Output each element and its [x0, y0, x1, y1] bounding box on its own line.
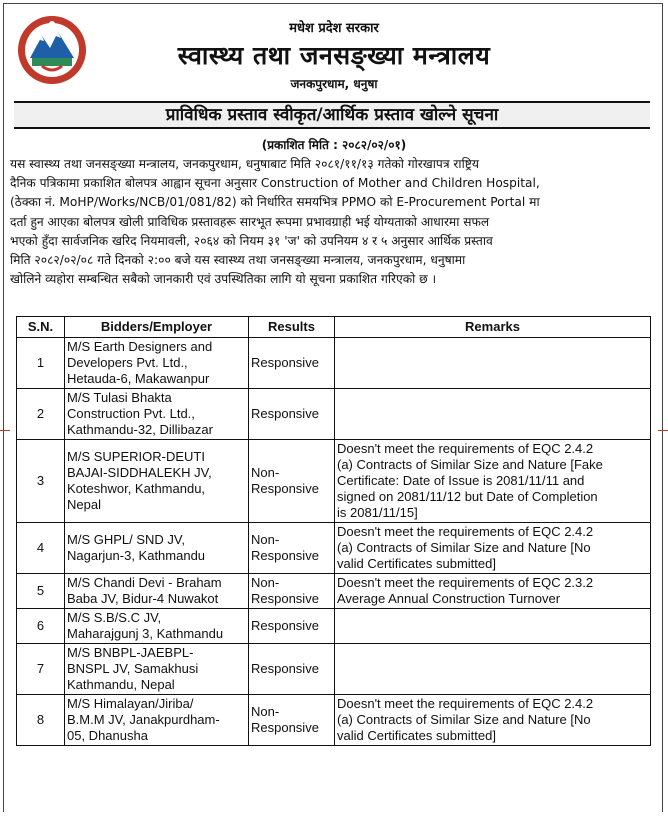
table-row	[17, 644, 651, 695]
bid-results-table	[16, 316, 651, 746]
cell-result-line: Non-	[251, 465, 280, 480]
cell-remarks	[335, 644, 651, 695]
cell-result	[249, 440, 335, 523]
ministry-location: जनकपुरधाम, धनुषा	[290, 77, 378, 91]
body-line: दर्ता हुन आएका बोलपत्र खोली प्राविधिक प्रस्तावहरू सारभूत रूपमा प्रभावग्राही भई योग्यताको आधारमा सफल	[10, 214, 490, 229]
cell-remarks-line: (a) Contracts of Similar Size and Nature [Fake	[337, 457, 603, 472]
header-remarks: Remarks	[335, 317, 651, 338]
cell-sn: 6	[17, 609, 65, 644]
table-header-row	[17, 317, 651, 338]
cell-bidder-line: Kathmandu, Nepal	[67, 677, 175, 692]
cell-bidder-line: Maharajgunj 3, Kathmandu	[67, 626, 224, 641]
cell-remarks	[335, 574, 651, 609]
cell-remarks-line: (a) Contracts of Similar Size and Nature [No	[337, 540, 591, 555]
cell-sn: 4	[17, 523, 65, 574]
cell-result	[249, 574, 335, 609]
cell-result-line: Non-	[251, 575, 280, 590]
cell-result-line: Responsive	[251, 720, 319, 735]
table-row	[17, 440, 651, 523]
cell-bidder-line: Koteshwor, Kathmandu,	[67, 481, 206, 496]
cell-result	[249, 338, 335, 389]
body-line: भएको हुँदा सार्वजनिक खरिद नियमावली, २०६४ को नियम ३१ 'ज' को उपनियम ४ र ५ अनुसार आर्थिक प्रस्ताव	[10, 233, 493, 248]
cell-remarks-line: (a) Contracts of Similar Size and Nature [No	[337, 712, 591, 727]
cell-remarks	[335, 695, 651, 746]
cell-remarks-line: Certificate: Date of Issue is 2081/11/11 and	[337, 473, 585, 488]
table-row	[17, 574, 651, 609]
cell-bidder-line: M/S Tulasi Bhakta	[67, 390, 172, 405]
table-row	[17, 389, 651, 440]
published-date: (प्रकाशित मिति : २०८२/०२/०१)	[261, 138, 407, 152]
cell-remarks-line: valid Certificates submitted]	[337, 728, 496, 743]
cell-remarks-line: signed on 2081/11/12 but Date of Completion	[337, 489, 598, 504]
cell-bidder-line: M/S S.B/S.C JV,	[67, 610, 162, 625]
table-row	[17, 695, 651, 746]
cell-remarks	[335, 440, 651, 523]
cell-remarks-line: Doesn't meet the requirements of EQC 2.3.2	[337, 575, 594, 590]
cell-bidder	[65, 389, 249, 440]
body-line: खोलिने व्यहोरा सम्बन्धित सबैको जानकारी एवं उपस्थितिका लागि यो सूचना प्रकाशित गरिएको छ ।	[10, 272, 437, 287]
cell-bidder-line: Nepal	[67, 497, 101, 512]
cell-sn: 3	[17, 440, 65, 523]
cell-bidder-line: M/S Chandi Devi - Braham	[67, 575, 222, 590]
cell-bidder	[65, 338, 249, 389]
cell-bidder-line: M/S BNBPL-JAEBPL-	[67, 645, 194, 660]
cell-bidder-line: B.M.M JV, Janakpurdham-	[67, 712, 220, 727]
cell-sn: 5	[17, 574, 65, 609]
cell-bidder-line: M/S GHPL/ SND JV,	[67, 532, 185, 547]
province-government: मधेश प्रदेश सरकार	[289, 21, 379, 36]
cell-result	[249, 695, 335, 746]
cell-result-line: Responsive	[251, 548, 319, 563]
notice-body	[10, 155, 654, 289]
cell-remarks-line: Average Annual Construction Turnover	[337, 591, 561, 606]
cell-remarks	[335, 523, 651, 574]
cell-bidder	[65, 523, 249, 574]
cell-bidder	[65, 574, 249, 609]
body-line: (ठेक्का नं. MoHP/Works/NCB/01/081/82) को निर्धारित समयभित्र PPMO को E-Procurement Portal मा	[10, 195, 540, 210]
header-bidder: Bidders/Employer	[65, 317, 249, 338]
cell-result-line: Responsive	[251, 406, 319, 421]
cell-result-line: Responsive	[251, 481, 319, 496]
table-row	[17, 523, 651, 574]
cell-result-line: Non-	[251, 532, 280, 547]
cell-result-line: Responsive	[251, 661, 319, 676]
cell-bidder	[65, 644, 249, 695]
notice-header	[0, 0, 668, 100]
cell-remarks-line: Doesn't meet the requirements of EQC 2.4.2	[337, 441, 594, 456]
cell-result-line: Responsive	[251, 355, 319, 370]
cell-sn: 2	[17, 389, 65, 440]
cell-remarks	[335, 338, 651, 389]
cell-result	[249, 609, 335, 644]
cell-bidder-line: BNSPL JV, Samakhusi	[67, 661, 199, 676]
cell-bidder	[65, 695, 249, 746]
cell-bidder	[65, 440, 249, 523]
cell-result	[249, 389, 335, 440]
cell-bidder-line: Hetauda-6, Makawanpur	[67, 371, 210, 386]
ministry-name: स्वास्थ्य तथा जनसङ्ख्या मन्त्रालय	[177, 41, 491, 70]
cell-remarks-line: Doesn't meet the requirements of EQC 2.4.2	[337, 696, 594, 711]
header-results: Results	[249, 317, 335, 338]
cell-bidder-line: BAJAI-SIDDHALEKH JV,	[67, 465, 212, 480]
cell-bidder-line: Nagarjun-3, Kathmandu	[67, 548, 206, 563]
table-row	[17, 338, 651, 389]
cell-bidder-line: M/S Himalayan/Jiriba/	[67, 696, 194, 711]
cell-bidder-line: Baba JV, Bidur-4 Nuwakot	[67, 591, 219, 606]
cell-result-line: Non-	[251, 704, 280, 719]
crop-mark	[0, 430, 10, 431]
cell-bidder-line: M/S Earth Designers and	[67, 339, 213, 354]
header-sn: S.N.	[17, 317, 65, 338]
cell-remarks	[335, 609, 651, 644]
body-line: दैनिक पत्रिकामा प्रकाशित बोलपत्र आह्वान सूचना अनुसार Construction of Mother and Children Hospital,	[10, 176, 540, 191]
cell-bidder-line: M/S SUPERIOR-DEUTI	[67, 449, 205, 464]
cell-result	[249, 523, 335, 574]
cell-sn: 1	[17, 338, 65, 389]
crop-mark	[658, 430, 668, 431]
cell-result-line: Responsive	[251, 591, 319, 606]
table-row	[17, 609, 651, 644]
cell-result-line: Responsive	[251, 618, 319, 633]
body-line: यस स्वास्थ्य तथा जनसङ्ख्या मन्त्रालय, जनकपुरधाम, धनुषाबाट मिति २०८१/११/१३ गतेको गोरखापत्र राष्ट्रिय	[10, 157, 479, 171]
cell-remarks-line: is 2081/11/15]	[337, 505, 418, 520]
cell-bidder-line: Construction Pvt. Ltd.,	[67, 406, 195, 421]
body-line: मिति २०८२/०२/०८ गते दिनको २:०० बजे यस स्वास्थ्य तथा जनसङ्ख्या मन्त्रालय, जनकपुरधाम, धनुषामा	[10, 253, 466, 268]
cell-result	[249, 644, 335, 695]
cell-sn: 7	[17, 644, 65, 695]
cell-remarks-line: valid Certificates submitted]	[337, 556, 496, 571]
cell-remarks	[335, 389, 651, 440]
cell-bidder-line: Developers Pvt. Ltd.,	[67, 355, 188, 370]
cell-remarks-line: Doesn't meet the requirements of EQC 2.4.2	[337, 524, 594, 539]
cell-sn: 8	[17, 695, 65, 746]
cell-bidder-line: 05, Dhanusha	[67, 728, 148, 743]
notice-title: प्राविधिक प्रस्ताव स्वीकृत/आर्थिक प्रस्ताव खोल्ने सूचना	[14, 101, 650, 129]
cell-bidder	[65, 609, 249, 644]
cell-bidder-line: Kathmandu-32, Dillibazar	[67, 422, 213, 437]
